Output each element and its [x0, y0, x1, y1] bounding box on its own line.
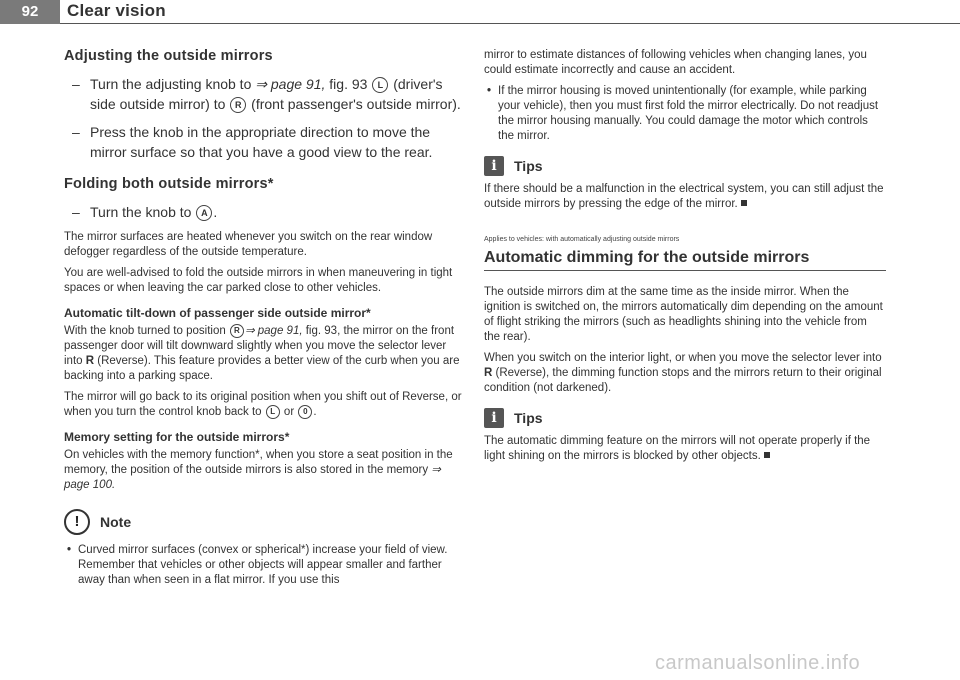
fold-step: – Turn the knob to A . [64, 202, 464, 222]
heading-tilt-down: Automatic tilt-down of passenger side outside mirror* [64, 306, 371, 320]
paragraph-dimming-1: The outside mirrors dim at the same time as the inside mirror. When the ignition is switched on, the mirrors automatically dim depending on the amount of flight striking the mirrors (such as headlights shining into the vehicle from the rear). [484, 286, 883, 343]
zero-position-icon: 0 [298, 405, 312, 419]
note-header [64, 509, 464, 535]
a-position-icon: A [196, 205, 212, 221]
header-rule [60, 23, 960, 24]
info-tips-icon: i [484, 156, 504, 176]
end-square-icon [741, 200, 747, 206]
heading-memory: Memory setting for the outside mirrors* [64, 430, 290, 444]
page-ref-link[interactable]: ⇒ page 91, [255, 76, 326, 92]
watermark: carmanualsonline.info [655, 652, 861, 674]
tips-paragraph-2: The automatic dimming feature on the mirrors will not operate properly if the light shining on the mirrors is blocked by other objects. [484, 435, 871, 462]
right-column [484, 48, 886, 470]
tips-title: Tips [514, 410, 543, 426]
page-header [0, 0, 960, 30]
note-title: Note [100, 514, 132, 530]
tips-title: Tips [514, 158, 543, 174]
paragraph-tilt-2: The mirror will go back to its original position when you shift out of Reverse, or when you turn the control knob back to L or 0 . [64, 391, 462, 418]
left-column [64, 48, 464, 594]
note-paragraph: • Curved mirror surfaces (convex or spherical*) increase your field of view. Remember that vehicles or other objects will appear smaller and farther away than when seen in a flat mirror. If you use this [64, 543, 464, 588]
paragraph-mirror-housing: • If the mirror housing is moved unintentionally (for example, while parking your vehicle), then you must first fold the mirror electrically. Do not readjust the mirror housing manually. You could damage the motor which controls the mirror. [484, 84, 886, 144]
paragraph-heated: The mirror surfaces are heated whenever you switch on the rear window defogger regardless of the outside temperature. [64, 231, 433, 258]
paragraph-tilt-1: With the knob turned to position R ⇒ page 91, fig. 93, the mirror on the front passenger door will tilt downward slightly when you move the selector lever into R (Reverse). This feature provides a better view of the curb when you are backing into a parking space. [64, 325, 460, 382]
l-position-icon: L [372, 77, 388, 93]
tips-header-2 [484, 408, 886, 428]
tips-header-1 [484, 156, 886, 176]
l-position-icon: L [266, 405, 280, 419]
applies-note: Applies to vehicles: with automatically adjusting outside mirrors [484, 236, 680, 243]
r-position-icon: R [230, 324, 244, 338]
adjust-step-1: – Turn the adjusting knob to ⇒ page 91, fig. 93 L (driver's side outside mirror) to R (front passenger's outside mirror). [64, 74, 464, 114]
info-tips-icon: i [484, 408, 504, 428]
tips-paragraph-1: If there should be a malfunction in the electrical system, you can still adjust the outside mirrors by pressing the edge of the mirror. [484, 183, 884, 210]
adjust-step-2: – Press the knob in the appropriate direction to move the mirror surface so that you have a good view to the rear. [64, 122, 464, 162]
page-ref-link[interactable]: ⇒ page 100. [64, 464, 441, 491]
section-title: Clear vision [67, 1, 166, 20]
note-circle-icon: ! [64, 509, 90, 535]
heading-folding: Folding both outside mirrors* [64, 176, 274, 192]
paragraph-fold-advice: You are well-advised to fold the outside mirrors in when maneuvering in tight spaces or when leaving the car parked close to other vehicles. [64, 267, 453, 294]
heading-adjusting: Adjusting the outside mirrors [64, 48, 273, 64]
paragraph-memory: On vehicles with the memory function*, when you store a seat position in the memory, the position of the outside mirrors is also stored in the memory ⇒ page 100. [64, 449, 453, 491]
page-number: 92 [0, 0, 60, 24]
paragraph-dimming-2: When you switch on the interior light, or when you move the selector lever into R (Reverse), the dimming function stops and the mirrors return to their original condition (not darkened). [484, 352, 882, 394]
page-ref-link[interactable]: ⇒ page 91, [244, 325, 303, 337]
r-position-icon: R [230, 97, 246, 113]
paragraph-continued: mirror to estimate distances of following vehicles when changing lanes, you could estimate incorrectly and cause an accident. [484, 49, 867, 76]
end-square-icon [764, 452, 770, 458]
heading-dimming: Automatic dimming for the outside mirrors [484, 249, 886, 271]
